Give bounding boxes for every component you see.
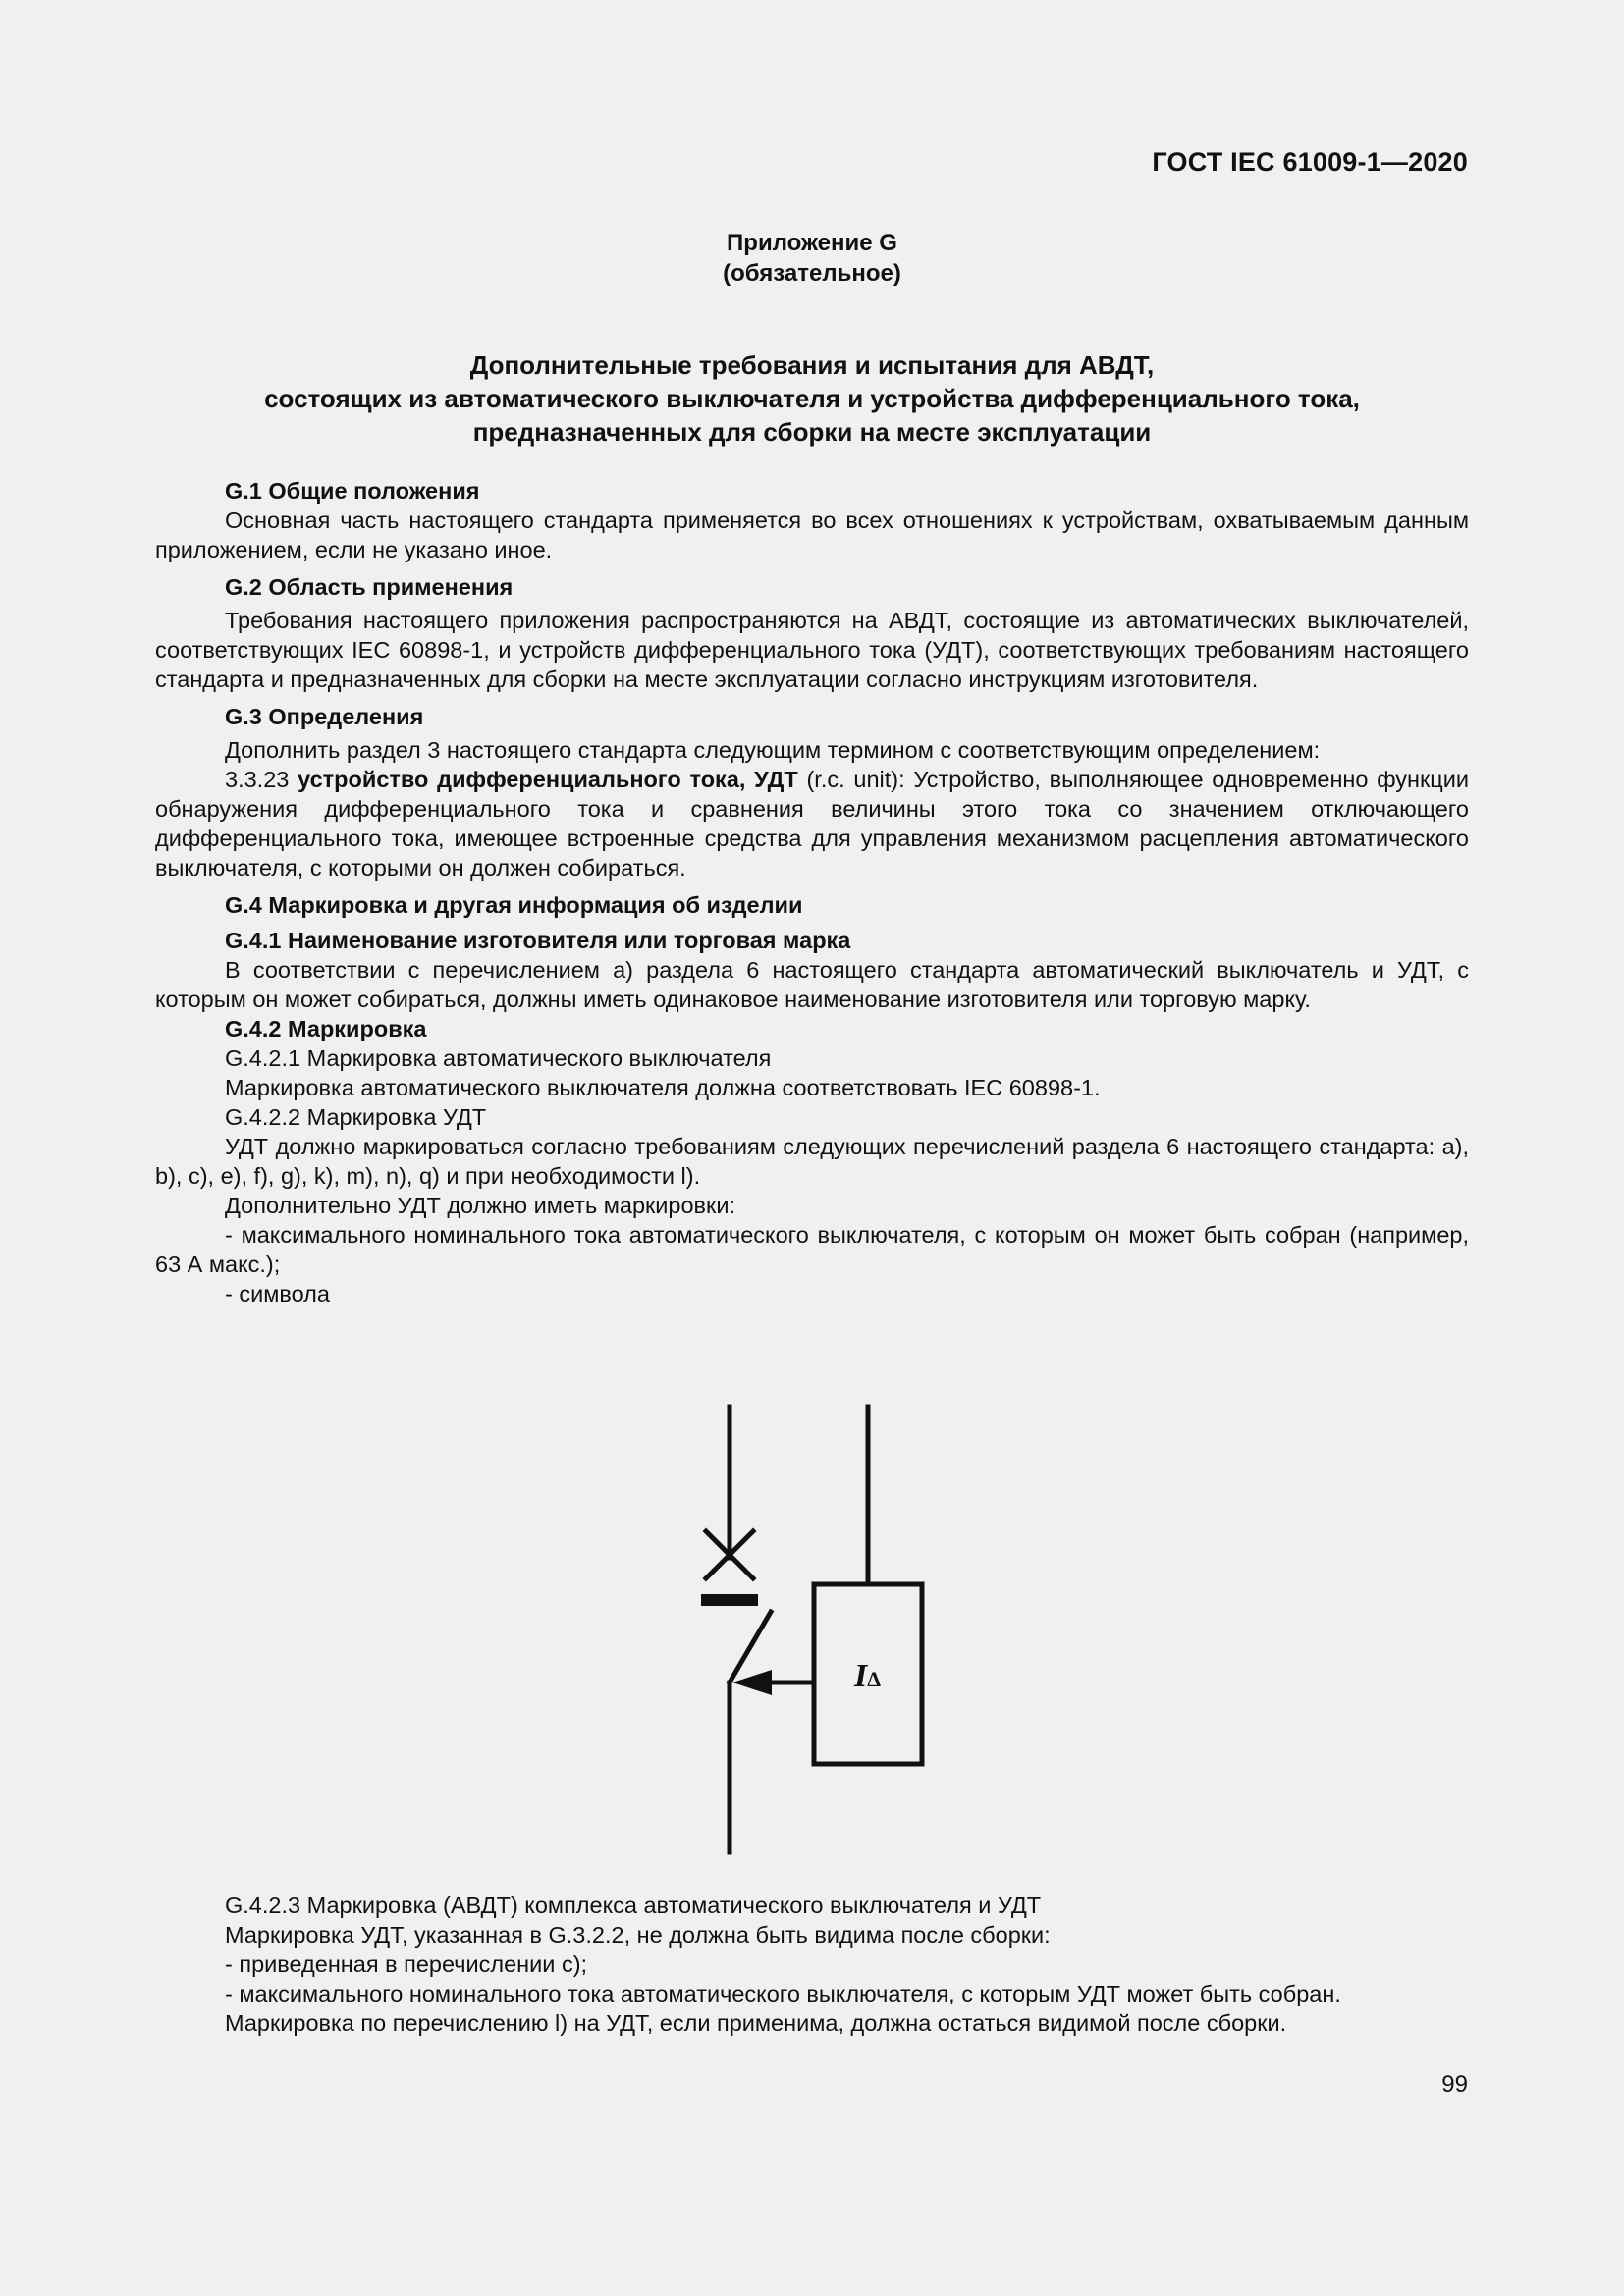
section-g4-heading: G.4 Маркировка и другая информация об изделии [225, 892, 803, 918]
rcd-symbol-figure [677, 1399, 952, 1860]
section-g41-heading: G.4.1 Наименование изготовителя или торговая марка [225, 928, 851, 953]
term-number: 3.3.23 [225, 767, 290, 792]
annex-title: Приложение G [727, 230, 897, 256]
section-g2-heading: G.2 Область применения [225, 574, 514, 600]
term-text: (r.c. unit): Устройство, выполняющее одновременно функции обнаружения дифференциального тока и сравнения величины этого тока со значением отключающего дифференциального тока, имеющее встроенные средства для управления механизмом расцепления автоматического выключателя, с которыми он должен собираться. [155, 767, 1470, 881]
annex-heading [157, 228, 1467, 289]
section-g422-title: G.4.2.2 Маркировка УДТ [225, 1104, 487, 1130]
hidden-marking-item-2: - максимального номинального тока автоматического выключателя, с которым УДТ может быть собран. [225, 1981, 1341, 2006]
term-definition [155, 765, 1469, 882]
section-g423-final: Маркировка по перечислению l) на УДТ, если применима, должна остаться видимой после сборки. [225, 2010, 1287, 2036]
annex-status: (обязательное) [723, 260, 901, 287]
body-text-lower [155, 1891, 1469, 2038]
section-g422-text: УДТ должно маркироваться согласно требованиям следующих перечислений раздела 6 настоящего стандарта: a), b), c), e), f), g), k), m), n), q) и при необходимости l). [155, 1134, 1469, 1189]
breaker-contact-blade [730, 1612, 771, 1682]
section-g3-intro: Дополнить раздел 3 настоящего стандарта следующим термином с соответствующим определением: [225, 737, 1321, 763]
section-g423-title: G.4.2.3 Маркировка (АВДТ) комплекса автоматического выключателя и УДТ [225, 1893, 1042, 1918]
page-number: 99 [1441, 2071, 1468, 2098]
breaker-bar [701, 1594, 758, 1606]
trip-arrow-head [732, 1670, 772, 1695]
title-line-1: Дополнительные требования и испытания для АВДТ, [469, 350, 1155, 380]
section-g423-text: Маркировка УДТ, указанная в G.3.2.2, не должна быть видима после сборки: [225, 1922, 1051, 1948]
section-g2-text: Требования настоящего приложения распространяются на АВДТ, состоящие из автоматических выключателей, соответствующих IEC 60898-1, и устройств дифференциального тока (УДТ), соответствующих требованиям настоящего стандарта и предназначенных для сборки на месте эксплуатации согласно инструкциям изготовителя. [155, 608, 1469, 692]
residual-current-symbol: IΔ [854, 1658, 882, 1694]
title-line-2: состоящих из автоматического выключателя и устройства дифференциального тока, [264, 384, 1360, 413]
annex-main-title [157, 348, 1467, 449]
section-g421-title: G.4.2.1 Маркировка автоматического выключателя [225, 1045, 772, 1071]
title-line-3: предназначенных для сборки на месте эксплуатации [472, 417, 1152, 447]
section-g422-additional: Дополнительно УДТ должно иметь маркировки: [225, 1193, 735, 1218]
standard-designation: ГОСТ IEC 61009-1—2020 [1152, 147, 1468, 177]
marking-item-max-current: - максимального номинального тока автоматического выключателя, с которым он может быть собран (например, 63 А макс.); [155, 1222, 1469, 1277]
section-g421-text: Маркировка автоматического выключателя должна соответствовать IEC 60898-1. [225, 1075, 1101, 1100]
section-g3-heading: G.3 Определения [225, 704, 424, 729]
section-g1-text: Основная часть настоящего стандарта применяется во всех отношениях к устройствам, охватываемым данным приложением, если не указано иное. [155, 507, 1469, 562]
section-g1-heading: G.1 Общие положения [225, 478, 480, 504]
section-g42-heading: G.4.2 Маркировка [225, 1016, 427, 1041]
term-name: устройство дифференциального тока, УДТ [298, 767, 798, 792]
section-g41-text: В соответствии с перечислением а) раздела 6 настоящего стандарта автоматический выключатель и УДТ, с которым он может собираться, должны иметь одинаковое наименование изготовителя или торговую марку. [155, 957, 1469, 1012]
hidden-marking-item-1: - приведенная в перечислении c); [225, 1951, 588, 1977]
marking-item-symbol: - символа [225, 1281, 330, 1307]
body-text-upper [155, 476, 1469, 1308]
